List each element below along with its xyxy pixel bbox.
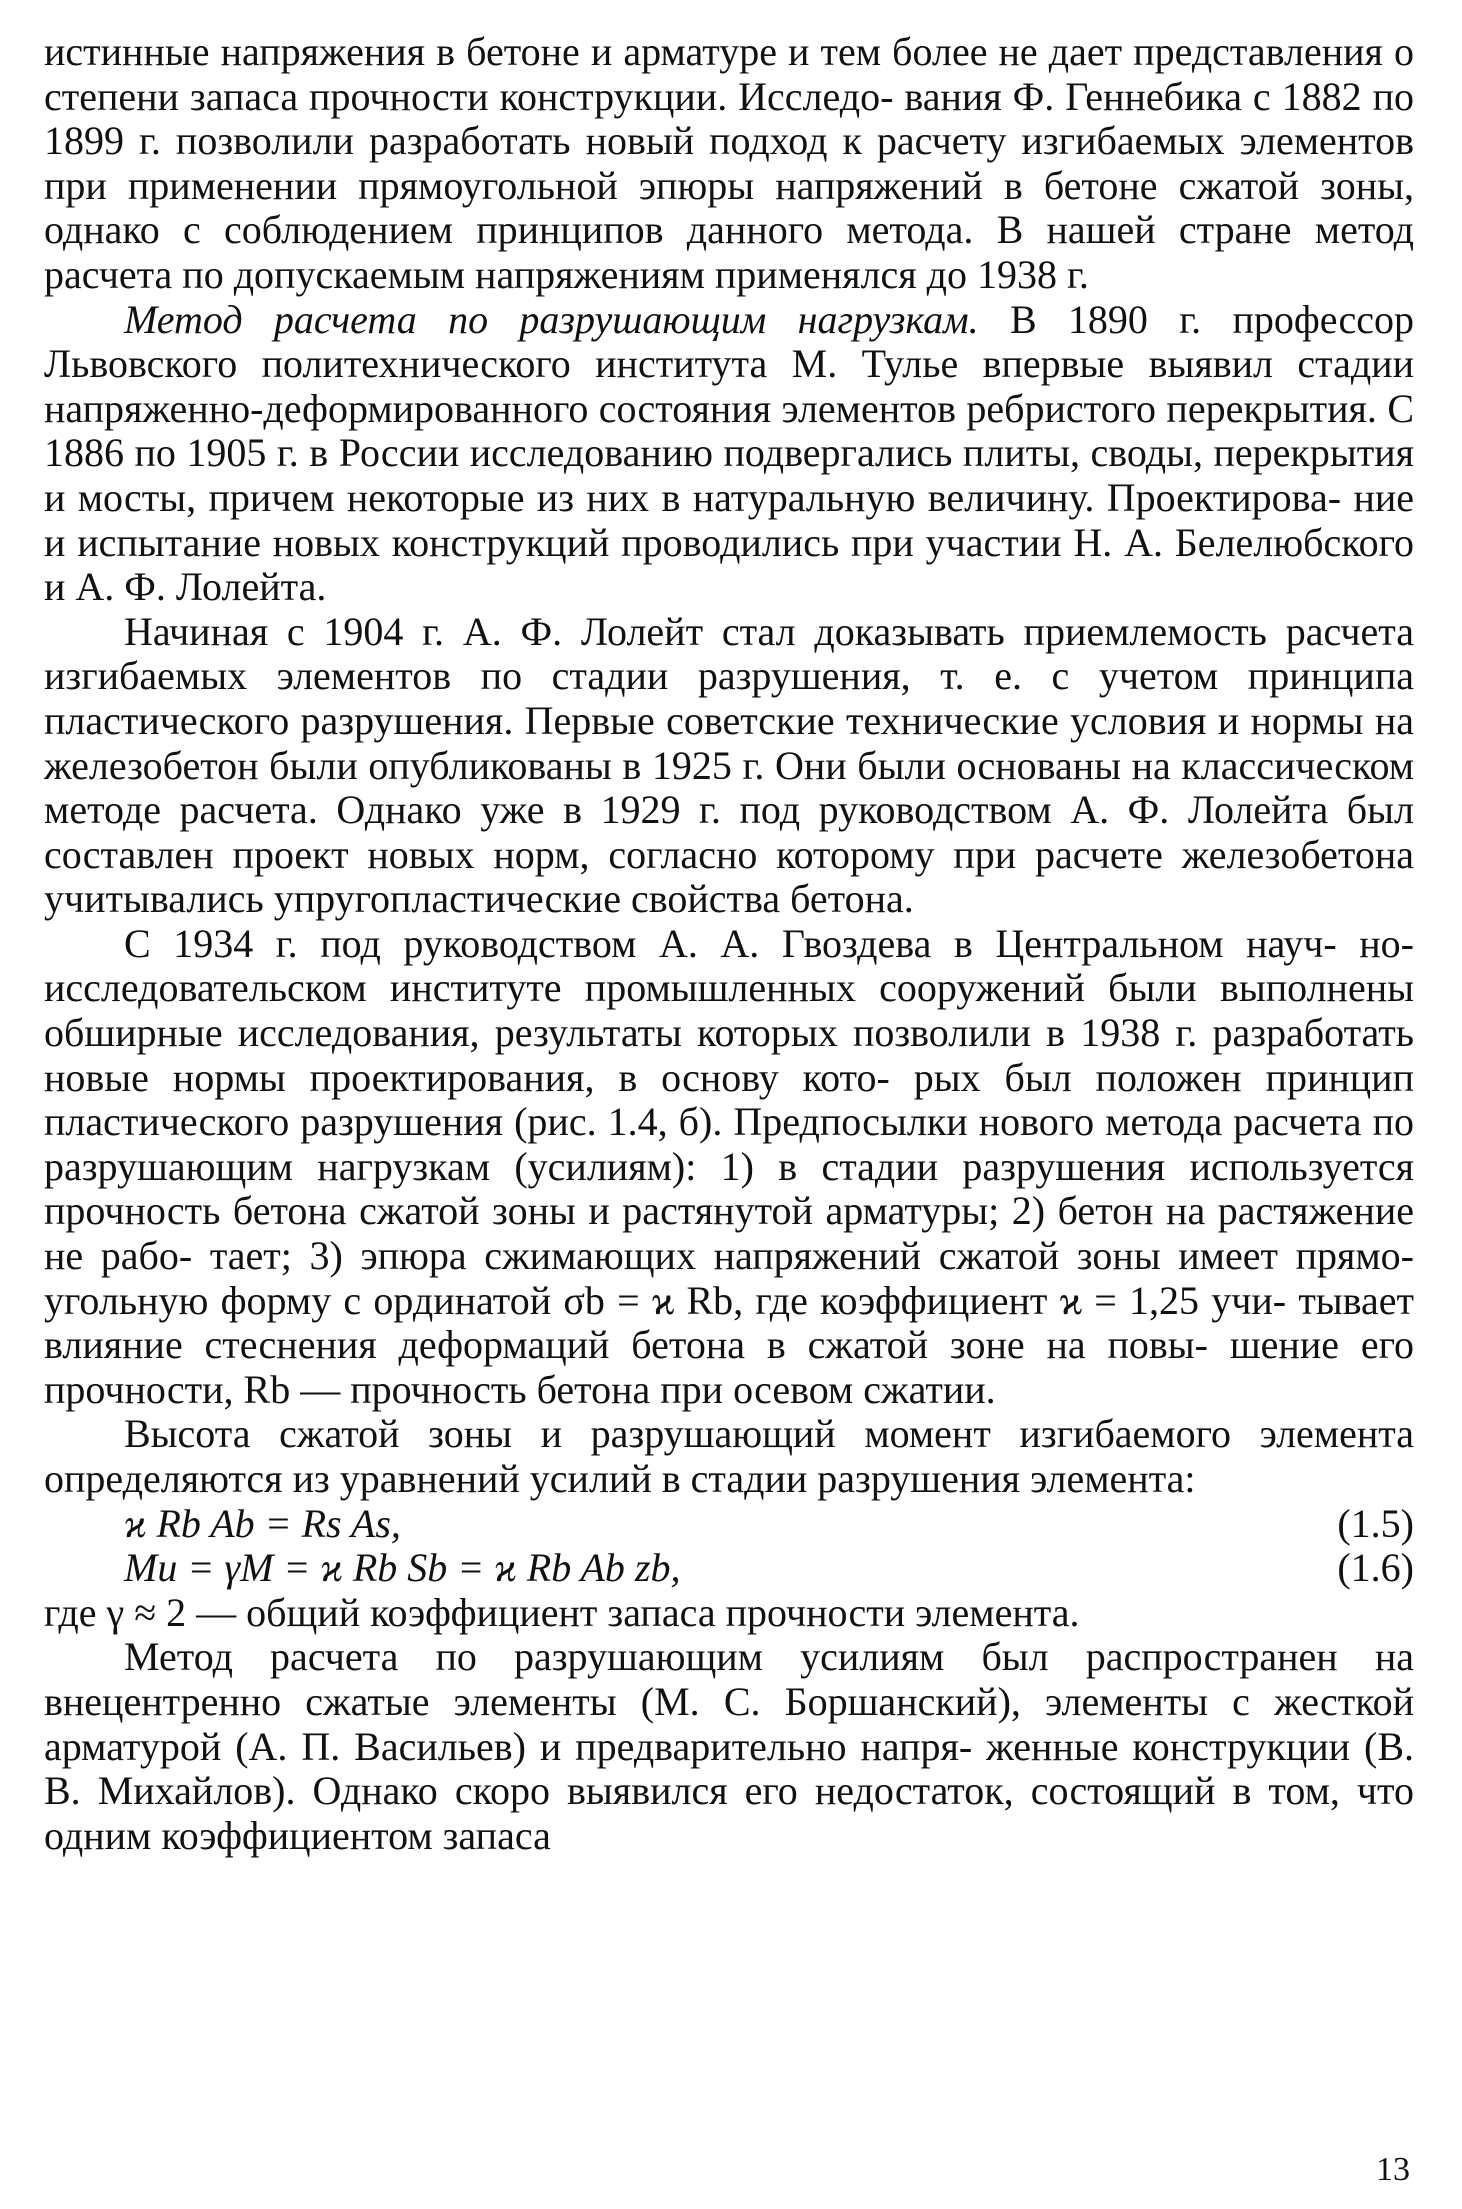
text-line: причем некоторые из них в натуральную величину. Проектирова- xyxy=(208,474,1342,520)
text-line: шение его прочности, Rb — прочность бетона при осевом сжатии. xyxy=(44,1322,1415,1412)
page-number: 13 xyxy=(1376,2151,1410,2188)
paragraph-method-extension xyxy=(44,1635,1414,1858)
paragraph-allowable-stress-method xyxy=(44,30,1414,298)
text-line: тает; 3) эпюра сжимающих напряжений сжатой зоны имеет прямо- xyxy=(209,1233,1415,1279)
text-line: Однако уже в 1929 г. под руководством А. Ф. Лолейта был xyxy=(336,787,1414,833)
text-line: жесткой арматурой (А. П. Васильев) и предварительно напря- xyxy=(44,1678,1415,1769)
paragraph-breaking-load-method xyxy=(44,298,1414,610)
paragraph-gvozdev xyxy=(44,922,1414,1413)
text-line: рых был положен принцип пластического разрушения (рис. 1.4, б). xyxy=(44,1054,1414,1145)
section-heading-italic: Метод расчета по разрушающим нагрузкам. xyxy=(124,296,979,342)
text-line: расчета изгибаемых элементов по стадии разрушения, т. е. с xyxy=(44,608,1414,699)
text-line: С 1934 г. под руководством А. А. Гвоздева в Центральном науч- xyxy=(124,920,1337,966)
text-line: внецентренно сжатые элементы (М. С. Боршанский), элементы с xyxy=(44,1678,1250,1724)
text-line: (усилиям): 1) в стадии разрушения используется прочность бетона xyxy=(44,1143,1415,1234)
paragraph-compressed-zone xyxy=(44,1412,1414,1501)
text-line: элемента определяются из уравнений усилий в стадии разрушения xyxy=(44,1411,1414,1501)
page-text xyxy=(44,30,1414,1858)
text-line: женные конструкции (В. В. Михайлов). Однако скоро выявился его xyxy=(44,1723,1414,1814)
equation-number: (1.6) xyxy=(1337,1545,1414,1591)
text-line: Высота сжатой зоны и разрушающий момент изгибаемого xyxy=(124,1411,1232,1457)
text-line: расчета по допускаемым напряжениям применялся до 1938 г. xyxy=(44,251,1089,297)
text-line: элементов ребристого перекрытия. С 1886 по 1905 г. в России xyxy=(44,385,1415,476)
equation-1-6 xyxy=(124,1546,1414,1591)
equations-block xyxy=(44,1502,1414,1591)
text-line: с соблюдением принципов данного метода. В нашей стране метод xyxy=(183,207,1415,253)
text-line: тывает влияние стеснения деформаций бетона в сжатой зоне на повы- xyxy=(44,1277,1415,1368)
text-line: но-исследовательском институте промышленных сооружений были xyxy=(44,920,1414,1011)
text-line: в 1938 г. разработать новые нормы проектирования, в основу кото- xyxy=(44,1010,1415,1100)
text-line: представления о степени запаса прочности конструкции. Исследо- xyxy=(44,29,1415,119)
text-line: недостаток, состоящий в том, что одним коэффициентом запаса xyxy=(44,1768,1414,1858)
text-line: новый подход к расчету изгибаемых элементов при применении xyxy=(44,118,1415,208)
text-line: учетом принципа пластического разрушения. Первые советские xyxy=(44,653,1414,743)
text-line: исследованию подвергались плиты, своды, перекрытия и мосты, xyxy=(44,430,1414,520)
paragraph-safety-factor xyxy=(44,1591,1414,1636)
text-line: прямоугольной эпюры напряжений в бетоне сжатой зоны, однако xyxy=(44,162,1414,253)
text-line: Начиная с 1904 г. А. Ф. Лолейт стал доказывать приемлемость xyxy=(124,608,1267,654)
text-line: составлен проект новых норм, согласно которому при расчете xyxy=(44,831,1163,877)
text-line: где γ ≈ 2 — общий коэффициент запаса прочности элемента. xyxy=(44,1589,1080,1635)
text-line: угольную форму с ординатой σb = ϰ Rb, где коэффициент ϰ = 1,25 учи- xyxy=(44,1277,1287,1323)
text-line: технические условия и нормы на железобетон были опубликованы xyxy=(44,697,1414,788)
text-line: элемента: xyxy=(1030,1456,1196,1501)
paragraph-loleit xyxy=(44,610,1414,922)
text-line: впервые выявил стадии напряженно-деформированного состояния xyxy=(44,341,1414,431)
text-line: Н. А. Белелюбского и А. Ф. Лолейта. xyxy=(44,519,1415,610)
equation-formula: Mu = γM = ϰ Rb Sb = ϰ Rb Ab zb, xyxy=(124,1545,681,1591)
equation-formula: ϰ Rb Ab = Rs As, xyxy=(124,1500,401,1546)
equation-number: (1.5) xyxy=(1337,1500,1414,1546)
text-line: В 1890 г. xyxy=(978,296,1202,342)
text-line: вания Ф. Геннебика с 1882 по 1899 г. позволили разработать xyxy=(44,73,1415,164)
text-line: железобетона учитывались упругопластические свойства бетона. xyxy=(44,831,1415,922)
text-line: истинные напряжения в бетоне и арматуре и тем более не дает xyxy=(44,29,1123,74)
text-line: в 1925 г. Они были основаны на классическом методе расчета. xyxy=(44,742,1415,833)
text-line: Предпосылки нового метода расчета по разрушающим нагрузкам xyxy=(44,1099,1415,1189)
text-line: выполнены обширные исследования, результаты которых позволили xyxy=(44,965,1414,1056)
text-line: профессор Львовского политехнического института М. Тулье xyxy=(44,296,1415,387)
equation-1-5 xyxy=(124,1502,1414,1547)
text-line: ние и испытание новых конструкций проводились при участии xyxy=(44,474,1415,565)
text-line: Метод расчета по разрушающим усилиям был распространен на xyxy=(124,1634,1414,1680)
text-line: сжатой зоны и растянутой арматуры; 2) бетон на растяжение не рабо- xyxy=(44,1188,1415,1279)
